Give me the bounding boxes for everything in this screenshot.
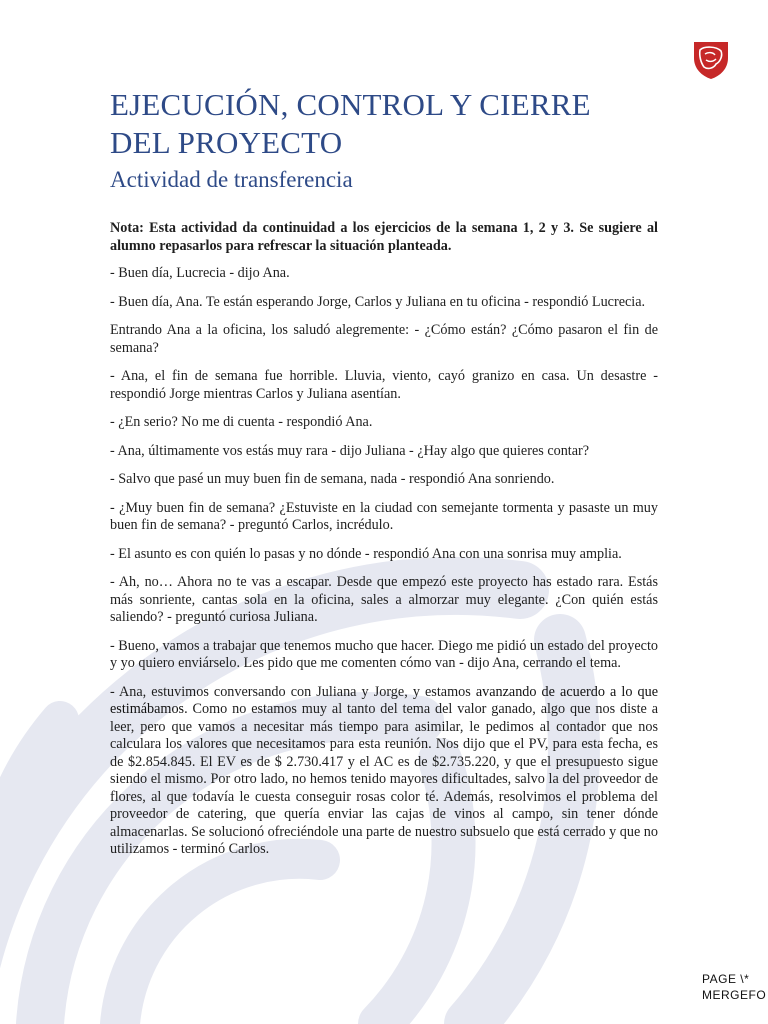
page-field-line-1: PAGE \*: [702, 972, 750, 986]
dialog-paragraph: - Bueno, vamos a trabajar que tenemos mucho que hacer. Diego me pidió un estado del proyecto y yo quiero enviárselo. Les pido que me comenten cómo van - dijo Ana, cerrando el tema.: [110, 637, 658, 671]
dialog-paragraph: - Buen día, Lucrecia - dijo Ana.: [110, 265, 290, 281]
paragraph-start: - Ana, estuvimos conversando con Juliana y Jorge, y estamos: [110, 683, 476, 700]
dialog-paragraph: Entrando Ana a la oficina, los saludó alegremente: - ¿Cómo están? ¿Cómo pasaron el fin de semana?: [110, 322, 658, 356]
document-header: [110, 86, 670, 194]
dialog-paragraph: - Buen día, Ana. Te están esperando Jorge, Carlos y Juliana en tu oficina - respondió Lucrecia.: [110, 293, 646, 310]
highlighted-phrase: avanzando de acuerdo a lo que estimábamos: [110, 683, 659, 717]
page-field-line-2: MERGEFO: [702, 988, 767, 1002]
dialog-paragraph: - Ana, el fin de semana fue horrible. Lluvia, viento, cayó granizo en casa. Un desastre - respondió Jorge mientras Carlos y Juliana asentían.: [110, 368, 658, 402]
crest-shield-icon: [692, 40, 730, 80]
dialog-paragraph: - Salvo que pasé un muy buen fin de semana, nada - respondió Ana sonriendo.: [110, 471, 555, 487]
dialog-paragraph-final: [110, 684, 658, 859]
dialog-paragraph: - ¿En serio? No me di cuenta - respondió Ana.: [110, 414, 373, 430]
document-body: [110, 220, 658, 870]
dialog-paragraph: - ¿Muy buen fin de semana? ¿Estuviste en la ciudad con semejante tormenta y pasaste un muy buen fin de semana? - preguntó Carlos, incrédulo.: [110, 499, 658, 533]
note-paragraph: Nota: Esta actividad da continuidad a los ejercicios de la semana 1, 2 y 3. Se sugiere al alumno repasarlos para refrescar la situación planteada.: [110, 220, 658, 254]
dialog-paragraph: - Ana, últimamente vos estás muy rara - dijo Juliana - ¿Hay algo que quieres contar?: [110, 442, 590, 459]
dialog-paragraph: - Ah, no… Ahora no te vas a escapar. Desde que empezó este proyecto has estado rara. Estás más sonriente, cantas sola en la oficina, sales a almorzar muy elegante. ¿Con quién estás saliendo? - preguntó curiosa Juliana.: [110, 574, 658, 625]
document-title: [110, 86, 670, 162]
dialog-paragraph: - El asunto es con quién lo pasas y no dónde - respondió Ana con una sonrisa muy amplia.: [110, 545, 622, 562]
document-subtitle: Actividad de transferencia: [110, 167, 353, 192]
title-line-1: EJECUCIÓN, CONTROL Y CIERRE: [110, 87, 591, 122]
paragraph-end: . Como no estamos muy al tanto del tema del valor ganado, algo que nos diste a leer, pero que vamos a necesitar más tiempo para asimilar, le pedimos al contador que nos calculara los valores que necesitamos para esta reunión. Nos dijo que el PV, para esta fecha, es de $2.854.845. El EV es de $ 2.730.417 y el AC es de $2.735.220, y que el presupuesto sigue siendo el mismo. Por otro lado, no hemos tenido mayores dificultades, salvo la del proveedor de flores, al que todavía le cuesta conseguir rosas color té. Además, resolvimos el problema del proveedor de catering, que quería enviar las cajas de vinos al campo, sin tener dónde almacenarlas. Se solucionó ofreciéndole una parte de nuestro subsuelo que está cerrado y que no utilizamos - terminó Carlos.: [110, 701, 658, 857]
page-number-field: [702, 971, 766, 1003]
title-line-2: DEL PROYECTO: [110, 125, 343, 160]
